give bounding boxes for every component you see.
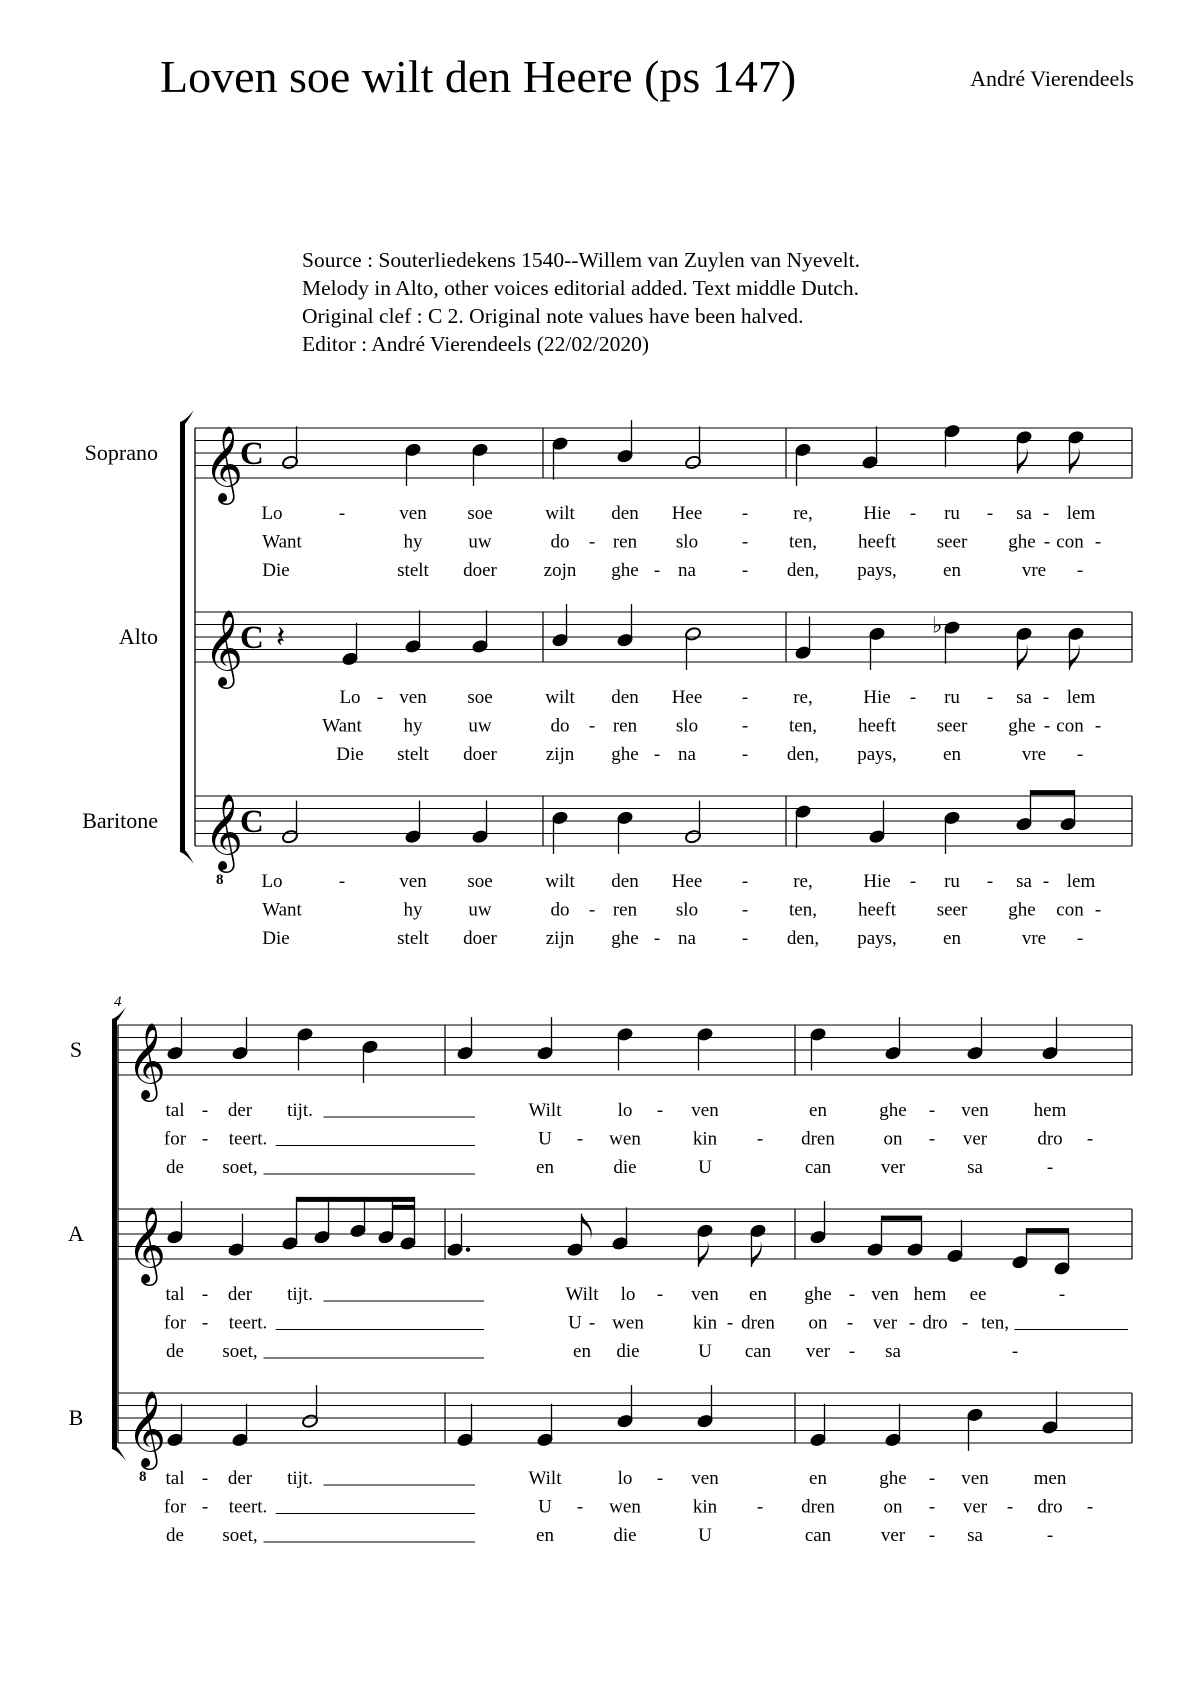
lyric-syllable: wen bbox=[609, 1128, 641, 1150]
lyric-syllable: - bbox=[1043, 715, 1051, 737]
lyric-syllable: ghe bbox=[879, 1468, 907, 1489]
lyric-syllable: - bbox=[376, 687, 384, 708]
lyric-syllable: hy bbox=[403, 899, 423, 921]
lyric-syllable: - bbox=[1094, 531, 1102, 553]
source-note-line: Source : Souterliedekens 1540--Willem van Zuylen van Nyevelt. bbox=[302, 248, 860, 272]
lyric-syllable: doer bbox=[463, 744, 497, 765]
lyric-syllable: ghe bbox=[611, 560, 639, 581]
lyric-syllable: Want bbox=[322, 715, 362, 737]
lyric-syllable: ven bbox=[691, 1100, 719, 1121]
lyric-syllable: den, bbox=[786, 744, 820, 765]
quarter-rest: 𝄽 bbox=[276, 620, 286, 655]
lyric-syllable: ver bbox=[880, 1157, 906, 1178]
lyric-syllable: - bbox=[986, 503, 994, 524]
lyric-syllable: Lo bbox=[261, 871, 283, 892]
lyric-syllable: en bbox=[573, 1341, 591, 1362]
lyric-syllable: - bbox=[653, 560, 661, 581]
lyric-syllable: can bbox=[804, 1157, 832, 1178]
lyric-syllable: - bbox=[653, 928, 661, 949]
lyric-syllable: - bbox=[1094, 715, 1102, 737]
lyric-syllable: hem bbox=[913, 1284, 947, 1305]
note-flag bbox=[699, 1241, 709, 1267]
lyric-syllable: der bbox=[227, 1468, 253, 1489]
lyric-syllable: ren bbox=[612, 899, 638, 921]
lyric-syllable: tijt. bbox=[287, 1284, 313, 1305]
lyric-syllable: ru bbox=[944, 871, 960, 892]
lyric-syllable: - bbox=[928, 1100, 936, 1121]
lyric-syllable: en bbox=[943, 560, 961, 581]
voice-label: Baritone bbox=[82, 808, 158, 833]
lyric-syllable: ten, bbox=[789, 715, 817, 737]
lyric-syllable: stelt bbox=[397, 560, 429, 581]
lyric-syllable: seer bbox=[936, 899, 968, 921]
lyric-syllable: Hee bbox=[671, 503, 703, 524]
lyric-syllable: en bbox=[943, 744, 961, 765]
lyric-syllable: pays, bbox=[857, 560, 897, 581]
lyric-syllable: ten, bbox=[789, 531, 817, 553]
lyric-syllable: uw bbox=[468, 531, 492, 553]
system-bracket bbox=[180, 422, 185, 852]
lyric-syllable: - bbox=[588, 1312, 596, 1334]
lyric-syllable: Hie bbox=[863, 687, 891, 708]
note-flag bbox=[582, 1214, 592, 1240]
lyric-syllable: - bbox=[653, 744, 661, 765]
lyric-syllable: lem bbox=[1066, 687, 1096, 708]
lyric-syllable: ren bbox=[612, 531, 638, 553]
note-flag bbox=[1070, 644, 1080, 670]
lyric-syllable: can bbox=[804, 1525, 832, 1546]
note-beam bbox=[1031, 790, 1075, 795]
lyric-syllable: doer bbox=[463, 560, 497, 581]
lyric-syllable: na bbox=[678, 744, 696, 765]
lyric-syllable: Hee bbox=[671, 871, 703, 892]
lyric-syllable: - bbox=[909, 687, 917, 708]
bracket-hook-bottom bbox=[112, 1447, 126, 1461]
lyric-syllable: na bbox=[678, 560, 696, 581]
note-flag bbox=[1070, 447, 1080, 473]
lyric-syllable: ren bbox=[612, 715, 638, 737]
lyric-syllable: en bbox=[536, 1525, 554, 1546]
lyric-syllable: - bbox=[848, 1341, 856, 1362]
lyric-syllable: wen bbox=[609, 1496, 641, 1518]
lyric-syllable: - bbox=[576, 1128, 584, 1150]
lyric-syllable: sa bbox=[967, 1157, 983, 1178]
lyric-syllable: den, bbox=[786, 928, 820, 949]
lyric-syllable: ee bbox=[969, 1284, 987, 1305]
lyric-syllable: tal bbox=[165, 1284, 185, 1305]
lyric-syllable: den bbox=[611, 687, 639, 708]
source-note-line: Original clef : C 2. Original note values have been halved. bbox=[302, 304, 804, 328]
lyric-syllable: on bbox=[883, 1496, 903, 1518]
lyric-syllable: ghe bbox=[1008, 899, 1036, 921]
lyric-syllable: - bbox=[201, 1284, 209, 1305]
lyric-syllable: Lo bbox=[261, 503, 283, 524]
lyric-syllable: - bbox=[201, 1100, 209, 1121]
lyric-syllable: slo bbox=[675, 531, 699, 553]
lyric-syllable: tal bbox=[165, 1100, 185, 1121]
lyric-syllable: - bbox=[588, 715, 596, 737]
lyric-syllable: soet, bbox=[222, 1525, 258, 1546]
lyric-syllable: tijt. bbox=[287, 1468, 313, 1489]
lyric-syllable: die bbox=[616, 1341, 640, 1362]
lyric-syllable: en bbox=[943, 928, 961, 949]
lyric-syllable: - bbox=[741, 715, 749, 737]
lyric-syllable: soe bbox=[467, 687, 493, 708]
lyric-syllable: Hie bbox=[863, 871, 891, 892]
lyric-syllable: Die bbox=[336, 744, 364, 765]
lyric-syllable: - bbox=[588, 899, 596, 921]
lyric-syllable: - bbox=[741, 560, 749, 581]
treble-clef-icon: 𝄞 bbox=[204, 793, 244, 870]
lyric-syllable: - bbox=[656, 1284, 664, 1305]
system bbox=[68, 994, 1132, 1546]
lyric-syllable: dren bbox=[801, 1496, 835, 1518]
lyric-syllable: - bbox=[741, 744, 749, 765]
clef-octave-mark: 8 bbox=[139, 1469, 147, 1485]
lyric-syllable: Die bbox=[262, 928, 290, 949]
composer-name: André Vierendeels bbox=[970, 66, 1134, 91]
lyric-syllable: on bbox=[808, 1312, 828, 1334]
note-beam bbox=[1027, 1228, 1069, 1233]
augmentation-dot bbox=[466, 1247, 470, 1251]
lyric-syllable: slo bbox=[675, 899, 699, 921]
clef-octave-mark: 8 bbox=[216, 872, 224, 888]
lyric-syllable: - bbox=[1086, 1496, 1094, 1518]
lyric-syllable: ru bbox=[944, 687, 960, 708]
lyric-syllable: seer bbox=[936, 715, 968, 737]
lyric-syllable: ghe bbox=[611, 744, 639, 765]
system-bracket bbox=[112, 1019, 117, 1449]
treble-clef-icon: 𝄞 bbox=[204, 609, 244, 686]
lyric-syllable: lo bbox=[617, 1468, 633, 1489]
lyric-syllable: on bbox=[883, 1128, 903, 1150]
lyric-syllable: - bbox=[928, 1496, 936, 1518]
lyric-syllable: stelt bbox=[397, 744, 429, 765]
lyric-syllable: sa bbox=[1016, 871, 1032, 892]
lyric-syllable: - bbox=[1076, 928, 1084, 949]
lyric-syllable: lo bbox=[620, 1284, 636, 1305]
lyric-syllable: - bbox=[1086, 1128, 1094, 1150]
lyric-syllable: lem bbox=[1066, 871, 1096, 892]
lyric-syllable: - bbox=[338, 503, 346, 524]
lyric-syllable: ghe bbox=[1008, 531, 1036, 553]
bracket-hook-bottom bbox=[180, 850, 194, 864]
lyric-syllable: - bbox=[201, 1468, 209, 1489]
lyric-syllable: U bbox=[538, 1128, 552, 1150]
lyric-syllable: - bbox=[201, 1496, 209, 1518]
lyric-syllable: - bbox=[656, 1100, 664, 1121]
lyric-syllable: con bbox=[1056, 899, 1084, 921]
voice-label: A bbox=[68, 1221, 84, 1246]
lyric-syllable: con bbox=[1056, 715, 1084, 737]
lyric-syllable: de bbox=[166, 1157, 184, 1178]
note-beam-secondary bbox=[393, 1205, 415, 1210]
lyric-syllable: Lo bbox=[339, 687, 361, 708]
lyric-syllable: den, bbox=[786, 560, 820, 581]
lyric-syllable: - bbox=[909, 871, 917, 892]
lyric-syllable: sa bbox=[885, 1341, 901, 1362]
lyric-syllable: do bbox=[550, 531, 570, 553]
lyric-syllable: ver bbox=[962, 1128, 988, 1150]
lyric-syllable: - bbox=[1094, 899, 1102, 921]
lyric-syllable: men bbox=[1033, 1468, 1067, 1489]
lyric-syllable: dro bbox=[922, 1312, 948, 1334]
lyric-syllable: re, bbox=[793, 503, 813, 524]
lyric-syllable: uw bbox=[468, 715, 492, 737]
lyric-syllable: hy bbox=[403, 715, 423, 737]
lyric-syllable: Hie bbox=[863, 503, 891, 524]
lyric-syllable: en bbox=[749, 1284, 767, 1305]
lyric-syllable: - bbox=[908, 1312, 916, 1334]
lyric-syllable: vre bbox=[1021, 928, 1047, 949]
source-note-line: Editor : André Vierendeels (22/02/2020) bbox=[302, 332, 650, 356]
lyric-syllable: for bbox=[163, 1128, 187, 1150]
treble-clef-icon: 𝄞 bbox=[127, 1390, 167, 1467]
lyric-syllable: kin bbox=[692, 1312, 718, 1334]
lyric-syllable: U bbox=[698, 1157, 712, 1178]
lyric-syllable: - bbox=[741, 531, 749, 553]
lyric-syllable: de bbox=[166, 1525, 184, 1546]
lyric-syllable: hem bbox=[1033, 1100, 1067, 1121]
lyric-syllable: seer bbox=[936, 531, 968, 553]
lyric-syllable: - bbox=[1076, 560, 1084, 581]
treble-clef-icon: 𝄞 bbox=[127, 1022, 167, 1099]
piece-title: Loven soe wilt den Heere (ps 147) bbox=[160, 51, 797, 102]
lyric-syllable: ten, bbox=[981, 1312, 1009, 1334]
lyric-syllable: U bbox=[568, 1312, 582, 1334]
lyric-syllable: heeft bbox=[858, 715, 896, 737]
lyric-syllable: ven bbox=[399, 871, 427, 892]
lyric-syllable: - bbox=[986, 871, 994, 892]
lyric-syllable: - bbox=[928, 1468, 936, 1489]
time-signature: C bbox=[240, 804, 264, 840]
lyric-syllable: - bbox=[741, 871, 749, 892]
lyric-syllable: die bbox=[613, 1157, 637, 1178]
lyric-syllable: - bbox=[1076, 744, 1084, 765]
lyric-syllable: dro bbox=[1037, 1128, 1063, 1150]
lyric-syllable: en bbox=[536, 1157, 554, 1178]
lyric-syllable: - bbox=[201, 1312, 209, 1334]
lyric-syllable: ven bbox=[871, 1284, 899, 1305]
lyric-syllable: U bbox=[698, 1525, 712, 1546]
lyric-syllable: ven bbox=[399, 687, 427, 708]
lyric-syllable: - bbox=[986, 687, 994, 708]
lyric-syllable: stelt bbox=[397, 928, 429, 949]
voice-label: S bbox=[69, 1037, 83, 1062]
voice-label: B bbox=[68, 1405, 84, 1430]
lyric-syllable: en bbox=[809, 1468, 827, 1489]
lyric-syllable: - bbox=[588, 531, 596, 553]
lyric-syllable: tal bbox=[165, 1468, 185, 1489]
lyric-syllable: teert. bbox=[228, 1128, 268, 1150]
lyric-syllable: - bbox=[1042, 687, 1050, 708]
lyric-syllable: Wilt bbox=[565, 1284, 599, 1305]
lyric-syllable: ven bbox=[691, 1468, 719, 1489]
lyric-syllable: uw bbox=[468, 899, 492, 921]
lyric-syllable: - bbox=[961, 1312, 969, 1334]
lyric-syllable: re, bbox=[793, 687, 813, 708]
lyric-syllable: sa bbox=[1016, 687, 1032, 708]
lyric-syllable: for bbox=[163, 1496, 187, 1518]
lyric-syllable: - bbox=[741, 899, 749, 921]
lyric-syllable: soet, bbox=[222, 1341, 258, 1362]
lyric-syllable: na bbox=[678, 928, 696, 949]
lyric-syllable: - bbox=[1006, 1496, 1014, 1518]
lyric-syllable: teert. bbox=[228, 1312, 268, 1334]
lyric-syllable: tijt. bbox=[287, 1100, 313, 1121]
lyric-syllable: ven bbox=[399, 503, 427, 524]
lyric-syllable: den bbox=[611, 503, 639, 524]
lyric-syllable: soe bbox=[467, 503, 493, 524]
source-note-line: Melody in Alto, other voices editorial added. Text middle Dutch. bbox=[302, 276, 859, 300]
lyric-syllable: - bbox=[928, 1525, 936, 1546]
lyric-syllable: ven bbox=[961, 1468, 989, 1489]
lyric-syllable: U bbox=[698, 1341, 712, 1362]
system bbox=[82, 410, 1132, 949]
lyric-syllable: for bbox=[163, 1312, 187, 1334]
bracket-hook-top bbox=[180, 410, 194, 424]
lyric-syllable: den bbox=[611, 871, 639, 892]
lyric-syllable: die bbox=[613, 1525, 637, 1546]
lyric-syllable: dren bbox=[801, 1128, 835, 1150]
lyric-syllable: - bbox=[338, 871, 346, 892]
lyric-syllable: Wilt bbox=[528, 1468, 562, 1489]
lyric-syllable: - bbox=[1011, 1341, 1019, 1362]
lyric-syllable: ghe bbox=[1008, 715, 1036, 737]
lyric-syllable: kin bbox=[692, 1496, 718, 1518]
lyric-syllable: - bbox=[576, 1496, 584, 1518]
treble-clef-icon: 𝄞 bbox=[127, 1206, 167, 1283]
note-beam bbox=[882, 1216, 922, 1221]
lyric-syllable: sa bbox=[967, 1525, 983, 1546]
lyric-syllable: en bbox=[809, 1100, 827, 1121]
lyric-syllable: - bbox=[741, 687, 749, 708]
lyric-syllable: ver bbox=[880, 1525, 906, 1546]
lyric-syllable: Want bbox=[262, 531, 302, 553]
lyric-syllable: teert. bbox=[228, 1496, 268, 1518]
lyric-syllable: doer bbox=[463, 928, 497, 949]
lyric-syllable: kin bbox=[692, 1128, 718, 1150]
note-flag bbox=[1018, 447, 1028, 473]
lyric-syllable: - bbox=[1042, 871, 1050, 892]
voice-label: Soprano bbox=[84, 440, 158, 465]
lyric-syllable: - bbox=[741, 928, 749, 949]
lyric-syllable: ghe bbox=[804, 1284, 832, 1305]
note-flag bbox=[752, 1241, 762, 1267]
lyric-syllable: - bbox=[656, 1468, 664, 1489]
lyric-syllable: con bbox=[1056, 531, 1084, 553]
lyric-syllable: - bbox=[756, 1496, 764, 1518]
lyric-syllable: ghe bbox=[879, 1100, 907, 1121]
lyric-syllable: - bbox=[1058, 1284, 1066, 1305]
lyric-syllable: Hee bbox=[671, 687, 703, 708]
note-beam bbox=[297, 1197, 415, 1202]
lyric-syllable: - bbox=[201, 1128, 209, 1150]
lyric-syllable: sa bbox=[1016, 503, 1032, 524]
treble-clef-icon: 𝄞 bbox=[204, 425, 244, 502]
lyric-syllable: - bbox=[848, 1284, 856, 1305]
lyric-syllable: dren bbox=[741, 1312, 775, 1334]
lyric-syllable: do bbox=[550, 899, 570, 921]
lyric-syllable: ver bbox=[872, 1312, 898, 1334]
lyric-syllable: Die bbox=[262, 560, 290, 581]
lyric-syllable: heeft bbox=[858, 899, 896, 921]
note-flag bbox=[1018, 644, 1028, 670]
time-signature: C bbox=[240, 436, 264, 472]
lyric-syllable: - bbox=[1046, 1157, 1054, 1178]
lyric-syllable: re, bbox=[793, 871, 813, 892]
time-signature: C bbox=[240, 620, 264, 656]
lyric-syllable: der bbox=[227, 1100, 253, 1121]
lyric-syllable: heeft bbox=[858, 531, 896, 553]
lyric-syllable: wen bbox=[612, 1312, 644, 1334]
lyric-syllable: pays, bbox=[857, 744, 897, 765]
lyric-syllable: wilt bbox=[545, 687, 575, 708]
lyric-syllable: ven bbox=[691, 1284, 719, 1305]
lyric-syllable: - bbox=[909, 503, 917, 524]
lyric-syllable: - bbox=[1042, 503, 1050, 524]
lyric-syllable: ghe bbox=[611, 928, 639, 949]
lyric-syllable: zijn bbox=[545, 928, 575, 949]
lyric-syllable: ven bbox=[961, 1100, 989, 1121]
lyric-syllable: do bbox=[550, 715, 570, 737]
lyric-syllable: soet, bbox=[222, 1157, 258, 1178]
lyric-syllable: ver bbox=[962, 1496, 988, 1518]
lyric-syllable: ru bbox=[944, 503, 960, 524]
lyric-syllable: dro bbox=[1037, 1496, 1063, 1518]
lyric-syllable: lem bbox=[1066, 503, 1096, 524]
lyric-syllable: slo bbox=[675, 715, 699, 737]
lyric-syllable: - bbox=[741, 503, 749, 524]
lyric-syllable: ten, bbox=[789, 899, 817, 921]
lyric-syllable: - bbox=[1046, 1525, 1054, 1546]
lyric-syllable: vre bbox=[1021, 560, 1047, 581]
lyric-syllable: wilt bbox=[545, 871, 575, 892]
lyric-syllable: zojn bbox=[543, 560, 577, 581]
lyric-syllable: de bbox=[166, 1341, 184, 1362]
lyric-syllable: - bbox=[846, 1312, 854, 1334]
lyric-syllable: ver bbox=[805, 1341, 831, 1362]
lyric-syllable: der bbox=[227, 1284, 253, 1305]
lyric-syllable: Wilt bbox=[528, 1100, 562, 1121]
lyric-syllable: U bbox=[538, 1496, 552, 1518]
lyric-syllable: - bbox=[928, 1128, 936, 1150]
lyric-syllable: wilt bbox=[545, 503, 575, 524]
lyric-syllable: Want bbox=[262, 899, 302, 921]
lyric-syllable: hy bbox=[403, 531, 423, 553]
lyric-syllable: vre bbox=[1021, 744, 1047, 765]
lyric-syllable: - bbox=[756, 1128, 764, 1150]
lyric-syllable: lo bbox=[617, 1100, 633, 1121]
lyric-syllable: zijn bbox=[545, 744, 575, 765]
lyric-syllable: soe bbox=[467, 871, 493, 892]
lyric-syllable: - bbox=[1043, 531, 1051, 553]
lyric-syllable: pays, bbox=[857, 928, 897, 949]
measure-number: 4 bbox=[114, 994, 122, 1010]
lyric-syllable: can bbox=[744, 1341, 772, 1362]
voice-label: Alto bbox=[118, 624, 158, 649]
lyric-syllable: - bbox=[726, 1312, 734, 1334]
flat-accidental: ♭ bbox=[932, 613, 943, 639]
